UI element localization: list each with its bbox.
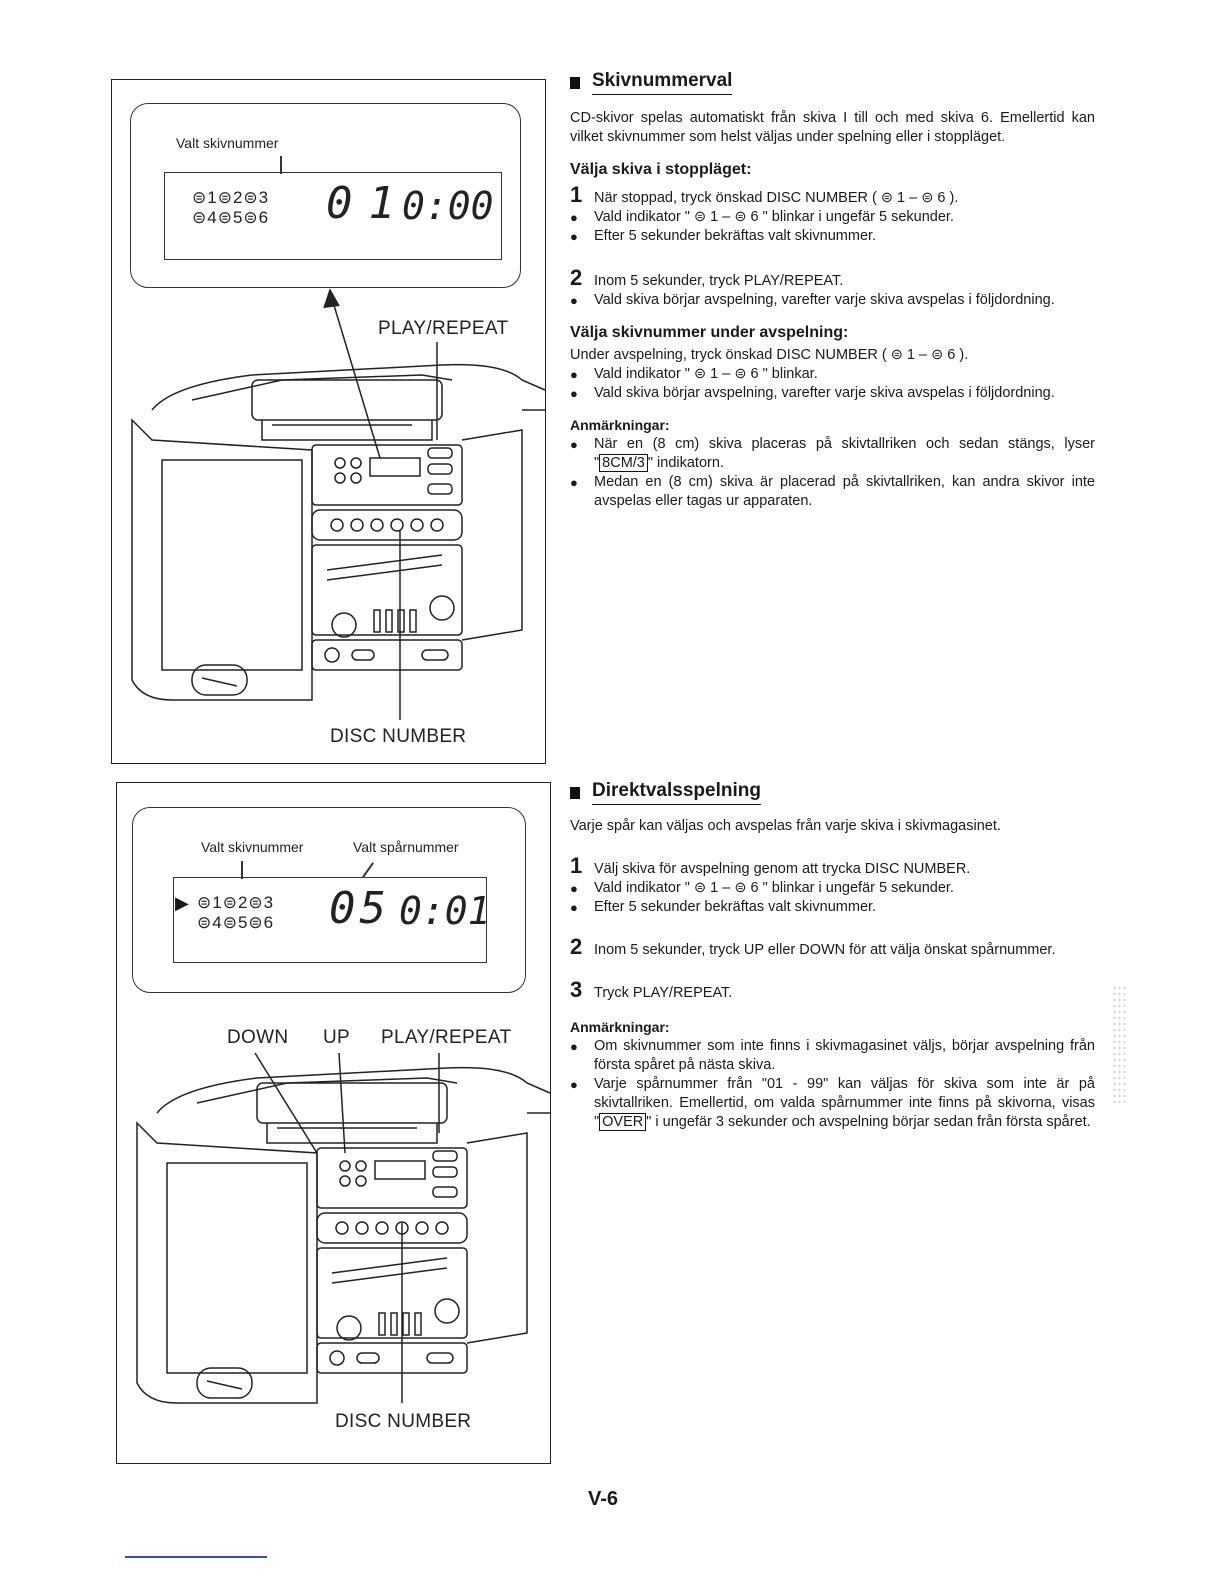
section-title: Skivnummerval [570,70,1095,95]
figure-disc-selection [111,79,546,764]
intro-text: Varje spår kan väljas och avspelas från varje skiva i skivmagasinet. [570,818,1001,834]
bullet-square-icon [570,77,580,89]
indicator-over: OVER [599,1113,646,1131]
stereo-illustration [117,783,550,1463]
play-intro: Under avspelning, tryck önskad DISC NUMBER ( ⊜ 1 – ⊜ 6 ). [570,347,969,363]
up-label: UP [323,1027,350,1048]
play-repeat-label: PLAY/REPEAT [381,1027,512,1048]
subhead-stop: Välja skiva i stoppläget: [570,161,752,178]
lcd-label-disc: Valt skivnummer [176,135,279,151]
disc-row-1: ⊜1⊜2⊜3 [192,188,270,207]
bullet-square-icon [570,787,580,799]
bullet: ● Vald skiva börjar avspelning, varefter varje skiva avspelas i följdordning. [570,385,1055,401]
disc-number-label: DISC NUMBER [335,1411,472,1432]
footer-rule [125,1556,267,1558]
bullet: ● Efter 5 sekunder bekräftas valt skivnummer. [570,899,877,915]
bullet: ● Vald indikator " ⊜ 1 – ⊜ 6 " blinkar. [570,366,818,382]
stereo-illustration [112,80,545,763]
bullet-dot-icon: ● [570,1039,578,1054]
bullet-dot-icon: ● [570,210,578,225]
page-number: V-6 [588,1488,619,1510]
step-1: 1 Välj skiva för avspelning genom att trycka DISC NUMBER. [570,853,971,878]
notes-head: Anmärkningar: [570,417,670,433]
bullet-dot-icon: ● [570,293,578,308]
bullet-dot-icon: ● [570,386,578,401]
play-repeat-label: PLAY/REPEAT [378,318,509,339]
subhead-play: Välja skivnummer under avspelning: [570,324,849,341]
bullet-dot-icon: ● [570,437,578,452]
time-digits: 0:00 [402,184,494,228]
intro-text: CD-skivor spelas automatiskt från skiva I till och med skiva 6. Emellertid kan vilket skivnummer som helst väljas under spelning eller i stoppläget. [570,110,1095,145]
step-2: 2 Inom 5 sekunder, tryck PLAY/REPEAT. [570,265,844,290]
disc-row-2: ⊜4⊜5⊜6 [192,208,270,227]
step-2: 2 Inom 5 sekunder, tryck UP eller DOWN för att välja önskat spårnummer. [570,934,1056,959]
bullet-dot-icon: ● [570,1077,578,1092]
disc-number-label: DISC NUMBER [330,726,467,747]
disc-row-2: ⊜4⊜5⊜6 [197,913,275,932]
note: ● Om skivnummer som inte finns i skivmagasinet väljs, börjar avspelning från första spåret på nästa skiva. [570,1038,1095,1073]
bullet: ● Vald indikator " ⊜ 1 – ⊜ 6 " blinkar i ungefär 5 sekunder. [570,880,954,896]
play-indicator-icon: ▶ [175,893,189,913]
step-3: 3 Tryck PLAY/REPEAT. [570,977,733,1002]
section-title: Direktvalsspelning [570,780,1095,805]
disc-digits: 01 [326,178,411,229]
bullet-dot-icon: ● [570,229,578,244]
note: ● Medan en (8 cm) skiva är placerad på skivtallriken, kan andra skivor inte avspelas eller tagas ur apparaten. [570,474,1095,509]
bullet-dot-icon: ● [570,900,578,915]
note: ● När en (8 cm) skiva placeras på skivtallriken och sedan stängs, lyser " 8CM/3 " indikatorn. [570,436,1095,471]
figure-direct-selection [116,782,551,1464]
bullet: ● Vald indikator " ⊜ 1 – ⊜ 6 " blinkar i ungefär 5 sekunder. [570,209,954,225]
notes-head: Anmärkningar: [570,1019,670,1035]
bullet-dot-icon: ● [570,367,578,382]
indicator-8cm: 8CM/3 [599,454,648,472]
bullet-dot-icon: ● [570,881,578,896]
time-digits: 0:01 [399,889,491,933]
bullet-dot-icon: ● [570,475,578,490]
scan-artifact [1112,985,1128,1103]
section-skivnummerval [570,70,1095,511]
lcd-label-track: Valt spårnummer [353,839,459,855]
track-digits: 05 [329,883,390,934]
down-label: DOWN [227,1027,289,1048]
lcd-label-disc: Valt skivnummer [201,839,304,855]
bullet: ● Efter 5 sekunder bekräftas valt skivnummer. [570,228,877,244]
arrow-to-display [330,292,380,458]
note: ● Varje spårnummer från "01 - 99" kan väljas för skiva som inte är på skivtallriken. Emellertid, om valda spårnummer inte finns på skivorna, visas " OVER " i ungefär 3 sekunder och avspelning börjar sedan från första spåret. [570,1076,1095,1130]
disc-row-1: ⊜1⊜2⊜3 [197,893,275,912]
step-1: 1 När stoppad, tryck önskad DISC NUMBER ( ⊜ 1 – ⊜ 6 ). [570,182,959,207]
bullet: ● Vald skiva börjar avspelning, varefter varje skiva avspelas i följdordning. [570,292,1055,308]
section-direktvalsspelning [570,780,1095,1132]
